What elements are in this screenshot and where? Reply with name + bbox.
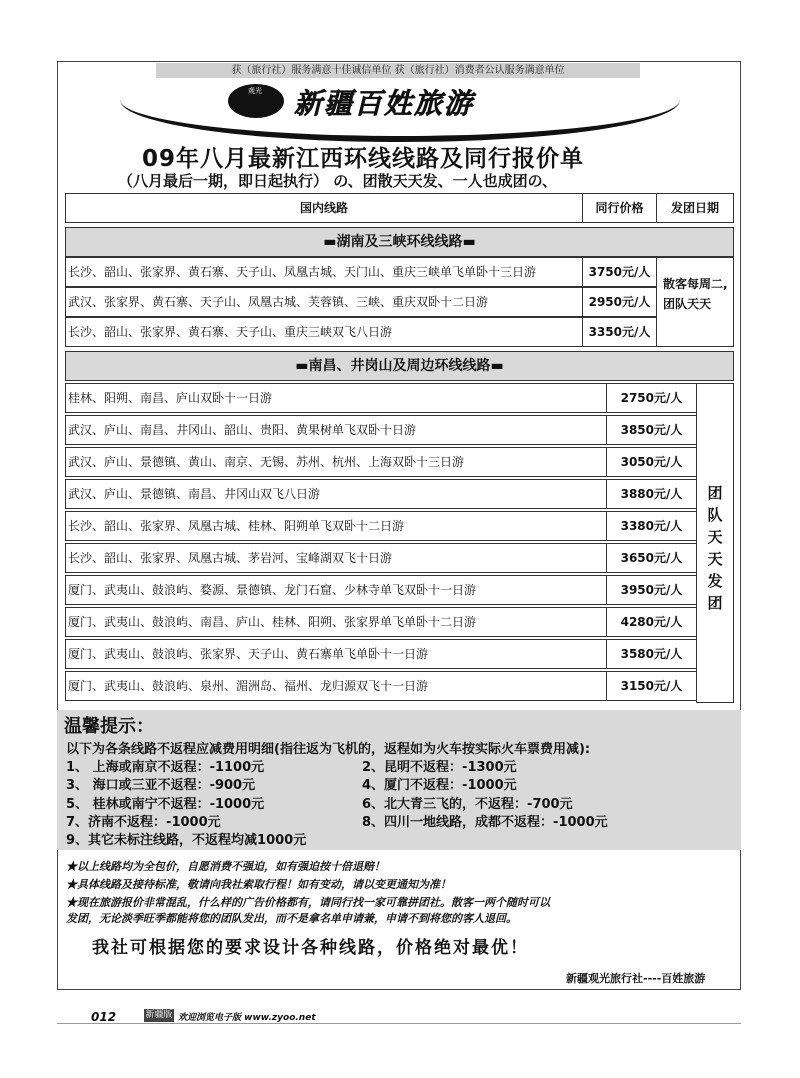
- table-row: 武汉、张家界、黄石寨、天子山、凤凰古城、芙蓉镇、三峡、重庆双卧十二日游: [65, 287, 583, 317]
- price-cell: 3650元/人: [606, 543, 697, 573]
- table-row: 长沙、韶山、张家界、凤凰古城、茅岩河、宝峰湖双飞十日游: [65, 543, 607, 573]
- tip-item: 2、昆明不返程：-1300元: [362, 760, 517, 775]
- note-line: 发团，无论淡季旺季都能将您的团队发出，而不是拿名单申请兼，申请不到将您的客人退回。: [66, 912, 517, 925]
- price-cell: 4280元/人: [606, 607, 697, 637]
- footer-divider: [57, 1023, 741, 1024]
- col-header-date: 发团日期: [656, 193, 734, 223]
- table-row: 厦门、武夷山、鼓浪屿、南昌、庐山、桂林、阳朔、张家界单飞单卧十二日游: [65, 607, 607, 637]
- note-line: ★具体线路及接待标准，敬请向我社索取行程！如有变动，请以变更通知为准！: [66, 878, 451, 891]
- table-row: 长沙、韶山、张家界、黄石寨、天子山、重庆三峡双飞八日游: [65, 317, 583, 347]
- section-title-nanchang: ▬南昌、井岗山及周边环线线路▬: [65, 351, 734, 381]
- agency-name: 新疆观光旅行社----百姓旅游: [566, 972, 706, 985]
- honors-bar: 获（旅行社）服务满意十佳诚信单位 获（旅行社）消费者公认服务满意单位: [156, 63, 640, 78]
- price-cell: 3580元/人: [606, 639, 697, 669]
- price-cell: 3850元/人: [606, 415, 697, 445]
- col-header-route: 国内线路: [65, 193, 583, 223]
- note-line: ★以上线路均为全包价，自愿消费不强迫，如有强迫按十倍退赔！: [66, 860, 385, 873]
- logo-emblem-text: 观光: [248, 87, 262, 95]
- tips-intro: 以下为各条线路不返程应减费用明细(指往返为飞机的，返程如为火车按实际火车票费用减):: [66, 742, 591, 757]
- edition-tag: 新疆版: [145, 1010, 173, 1020]
- page-subtitle: （八月最后一期，即日起执行） の、团散天天发、一人也成团の、: [118, 172, 558, 190]
- section-title-hunan: ▬湖南及三峡环线线路▬: [65, 227, 734, 257]
- tip-item: 6、北大青三飞的，不返程：-700元: [362, 797, 573, 812]
- departure-note-text: 团队天天发团: [707, 484, 723, 612]
- departure-note-hunan: 散客每周二,团队天天: [656, 257, 734, 347]
- price-cell: 3750元/人: [582, 257, 657, 287]
- table-row: 厦门、武夷山、鼓浪屿、张家界、天子山、黄石寨单飞单卧十一日游: [65, 639, 607, 669]
- note-line: ★现在旅游报价非常混乱，什么样的广告价格都有，请同行找一家可靠拼团社。散客一两个随时可以: [66, 896, 550, 909]
- table-row: 武汉、庐山、景德镇、南昌、井冈山双飞八日游: [65, 479, 607, 509]
- departure-note-nanchang: [696, 383, 734, 703]
- col-header-price: 同行价格: [582, 193, 657, 223]
- price-cell: 2950元/人: [582, 287, 657, 317]
- tip-item: 9、其它未标注线路，不返程均减1000元: [66, 833, 307, 848]
- tip-item: 4、厦门不返程：-1000元: [362, 778, 517, 793]
- price-cell: 3050元/人: [606, 447, 697, 477]
- table-row: 长沙、韶山、张家界、凤凰古城、桂林、阳朔单飞双卧十二日游: [65, 511, 607, 541]
- table-row: 厦门、武夷山、鼓浪屿、泉州、湄洲岛、福州、龙归源双飞十一日游: [65, 671, 607, 701]
- price-cell: 3380元/人: [606, 511, 697, 541]
- table-row: 桂林、阳朔、南昌、庐山双卧十一日游: [65, 383, 607, 413]
- slogan: 我社可根据您的要求设计各种线路，价格绝对最优！: [92, 938, 529, 958]
- tip-item: 1、 上海或南京不返程：-1100元: [66, 760, 265, 775]
- tip-item: 7、济南不返程：-1000元: [66, 815, 221, 830]
- tip-item: 3、 海口或三亚不返程：-900元: [66, 778, 256, 793]
- price-cell: 3880元/人: [606, 479, 697, 509]
- price-cell: 3950元/人: [606, 575, 697, 605]
- price-cell: 3350元/人: [582, 317, 657, 347]
- price-cell: 3150元/人: [606, 671, 697, 701]
- footer-website: 欢迎浏览电子版 www.zyoo.net: [178, 1013, 316, 1023]
- table-row: 长沙、韶山、张家界、黄石寨、天子山、凤凰古城、天门山、重庆三峡单飞单卧十三日游: [65, 257, 583, 287]
- table-row: 厦门、武夷山、鼓浪屿、婺源、景德镇、龙门石窟、少林寺单飞双卧十一日游: [65, 575, 607, 605]
- table-row: 武汉、庐山、景德镇、黄山、南京、无锡、苏州、杭州、上海双卧十三日游: [65, 447, 607, 477]
- brand-name: 新疆百姓旅游: [294, 87, 475, 120]
- tip-item: 8、四川一地线路，成都不返程：-1000元: [362, 815, 608, 830]
- page-number: 012: [91, 1010, 117, 1024]
- table-row: 武汉、庐山、南昌、井冈山、韶山、贵阳、黄果树单飞双卧十日游: [65, 415, 607, 445]
- tip-item: 5、 桂林或南宁不返程：-1000元: [66, 797, 265, 812]
- page-title: 09年八月最新江西环线线路及同行报价单: [142, 146, 585, 172]
- tips-title: 温馨提示：: [64, 716, 154, 737]
- price-cell: 2750元/人: [606, 383, 697, 413]
